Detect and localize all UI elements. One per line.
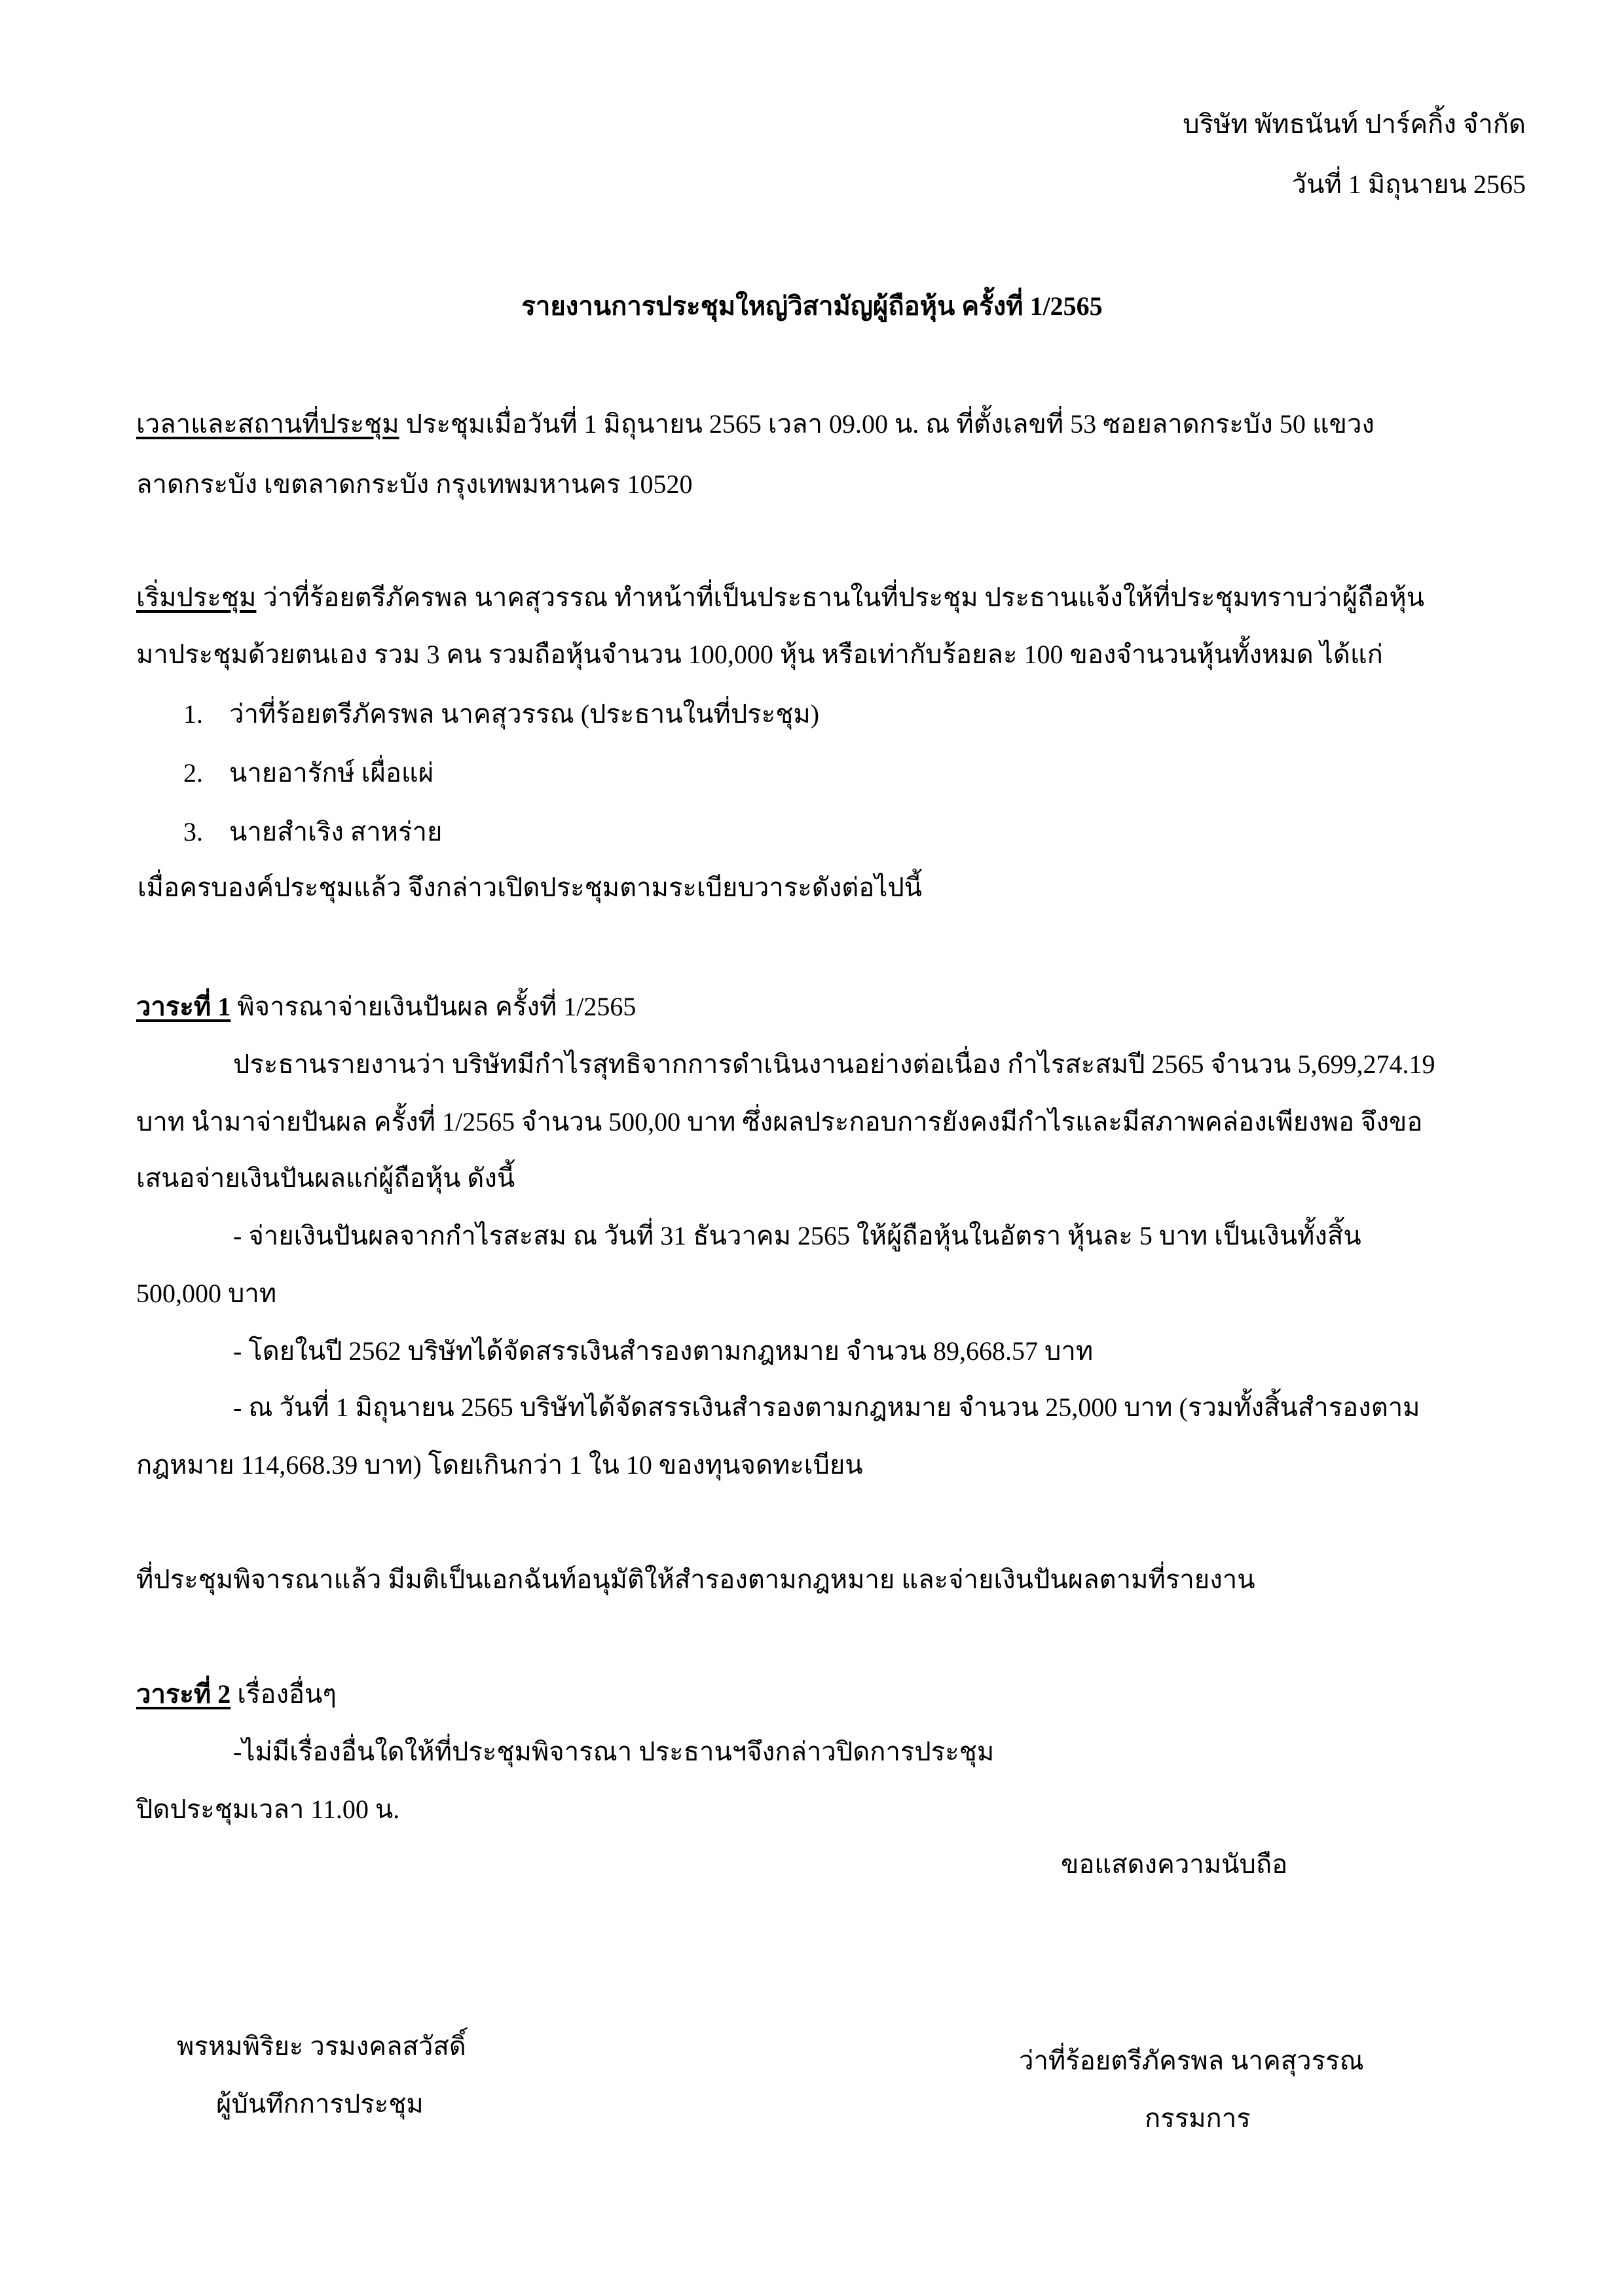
attendee-number: 2. xyxy=(183,758,203,788)
venue-line-1: ประชุมเมื่อวันที่ 1 มิถุนายน 2565 เวลา 09.00 น. ณ ที่ตั้งเลขที่ 53 ซอยลาดกระบัง 50 แขวง xyxy=(405,409,1375,439)
venue-label: เวลาและสถานที่ประชุม xyxy=(136,409,399,439)
agenda-2-heading xyxy=(136,1676,337,1713)
document-title: รายงานการประชุมใหญ่วิสามัญผู้ถือหุ้น ครั้งที่ 1/2565 xyxy=(521,291,1103,321)
attendee-item xyxy=(183,814,442,850)
attendee-name: ว่าที่ร้อยตรีภัครพล นาคสุวรรณ (ประธานในที่ประชุม) xyxy=(229,699,820,729)
venue-paragraph xyxy=(136,406,1375,443)
agenda-1-report-line-1: ประธานรายงานว่า บริษัทมีกำไรสุทธิจากการดำเนินงานอย่างต่อเนื่อง กำไรสะสมปี 2565 จำนวน 5,699,274.19 xyxy=(233,1049,1435,1079)
dividend-bullet-1-line-2: 500,000 บาท xyxy=(136,1279,277,1308)
closing-time: ปิดประชุมเวลา 11.00 น. xyxy=(136,1795,400,1824)
agenda-1-report-line-2: บาท นำมาจ่ายปันผล ครั้งที่ 1/2565 จำนวน 500,00 บาท ซึ่งผลประกอบการยังคงมีกำไรและมีสภาพคล่องเพียงพอ จึงขอ xyxy=(136,1107,1423,1137)
opening-line-1: ว่าที่ร้อยตรีภัครพล นาคสุวรรณ ทำหน้าที่เป็นประธานในที่ประชุม ประธานแจ้งให้ที่ประชุมทราบว่าผู้ถือหุ้น xyxy=(256,583,1425,612)
agenda-2-label: วาระที่ 2 xyxy=(136,1679,231,1709)
agenda-1-heading xyxy=(136,989,636,1025)
quorum-statement: เมื่อครบองค์ประชุมแล้ว จึงกล่าวเปิดประชุมตามระเบียบวาระดังต่อไปนี้ xyxy=(138,873,923,902)
agenda-1-label: วาระที่ 1 xyxy=(136,992,231,1021)
agenda-1-title: พิจารณาจ่ายเงินปันผล ครั้งที่ 1/2565 xyxy=(231,992,637,1021)
attendee-number: 1. xyxy=(183,699,203,729)
document-date: วันที่ 1 มิถุนายน 2565 xyxy=(1291,170,1526,199)
company-name: บริษัท พัทธนันท์ ปาร์คกิ้ง จำกัด xyxy=(1183,109,1526,139)
attendee-name: นายสำเริง สาหร่าย xyxy=(229,817,443,847)
dividend-bullet-2: - โดยในปี 2562 บริษัทได้จัดสรรเงินสำรองตามกฎหมาย จำนวน 89,668.57 บาท xyxy=(233,1336,1094,1366)
director-name: ว่าที่ร้อยตรีภัครพล นาคสุวรรณ xyxy=(1019,2046,1364,2075)
opening-label: เริ่มประชุม xyxy=(136,583,257,612)
dividend-bullet-3-line-1: - ณ วันที่ 1 มิถุนายน 2565 บริษัทได้จัดสรรเงินสำรองตามกฎหมาย จำนวน 25,000 บาท (รวมทั้งสิ้นสำรองตาม xyxy=(233,1393,1420,1422)
agenda-1-report-line-3: เสนอจ่ายเงินปันผลแก่ผู้ถือหุ้น ดังนี้ xyxy=(136,1163,515,1193)
attendee-item xyxy=(183,755,434,792)
attendee-item xyxy=(183,696,819,733)
attendee-number: 3. xyxy=(183,817,203,847)
agenda-2-title: เรื่องอื่นๆ xyxy=(231,1679,337,1709)
opening-line-2: มาประชุมด้วยตนเอง รวม 3 คน รวมถือหุ้นจำนวน 100,000 หุ้น หรือเท่ากับร้อยละ 100 ของจำนวนหุ้นทั้งหมด ได้แก่ xyxy=(136,640,1383,669)
dividend-bullet-3-line-2: กฎหมาย 114,668.39 บาท) โดยเกินกว่า 1 ใน 10 ของทุนจดทะเบียน xyxy=(136,1450,863,1480)
closing-regards: ขอแสดงความนับถือ xyxy=(1061,1850,1288,1879)
attendee-name: นายอารักษ์ เผื่อแผ่ xyxy=(229,758,434,788)
opening-paragraph xyxy=(136,579,1424,616)
director-role: กรรมการ xyxy=(1145,2104,1251,2133)
agenda-2-text: -ไม่มีเรื่องอื่นใดให้ที่ประชุมพิจารณา ประธานฯจึงกล่าวปิดการประชุม xyxy=(233,1737,995,1766)
dividend-bullet-1-line-1: - จ่ายเงินปันผลจากกำไรสะสม ณ วันที่ 31 ธันวาคม 2565 ให้ผู้ถือหุ้นในอัตรา หุ้นละ 5 บาท เป็นเงินทั้งสิ้น xyxy=(233,1221,1361,1250)
recorder-role: ผู้บันทึกการประชุม xyxy=(216,2089,424,2119)
recorder-name: พรหมพิริยะ วรมงคลสวัสดิ์ xyxy=(177,2032,466,2061)
agenda-1-resolution: ที่ประชุมพิจารณาแล้ว มีมติเป็นเอกฉันท์อนุมัติให้สำรองตามกฎหมาย และจ่ายเงินปันผลตามที่รายงาน xyxy=(136,1565,1255,1594)
venue-line-2: ลาดกระบัง เขตลาดกระบัง กรุงเทพมหานคร 10520 xyxy=(136,469,693,499)
